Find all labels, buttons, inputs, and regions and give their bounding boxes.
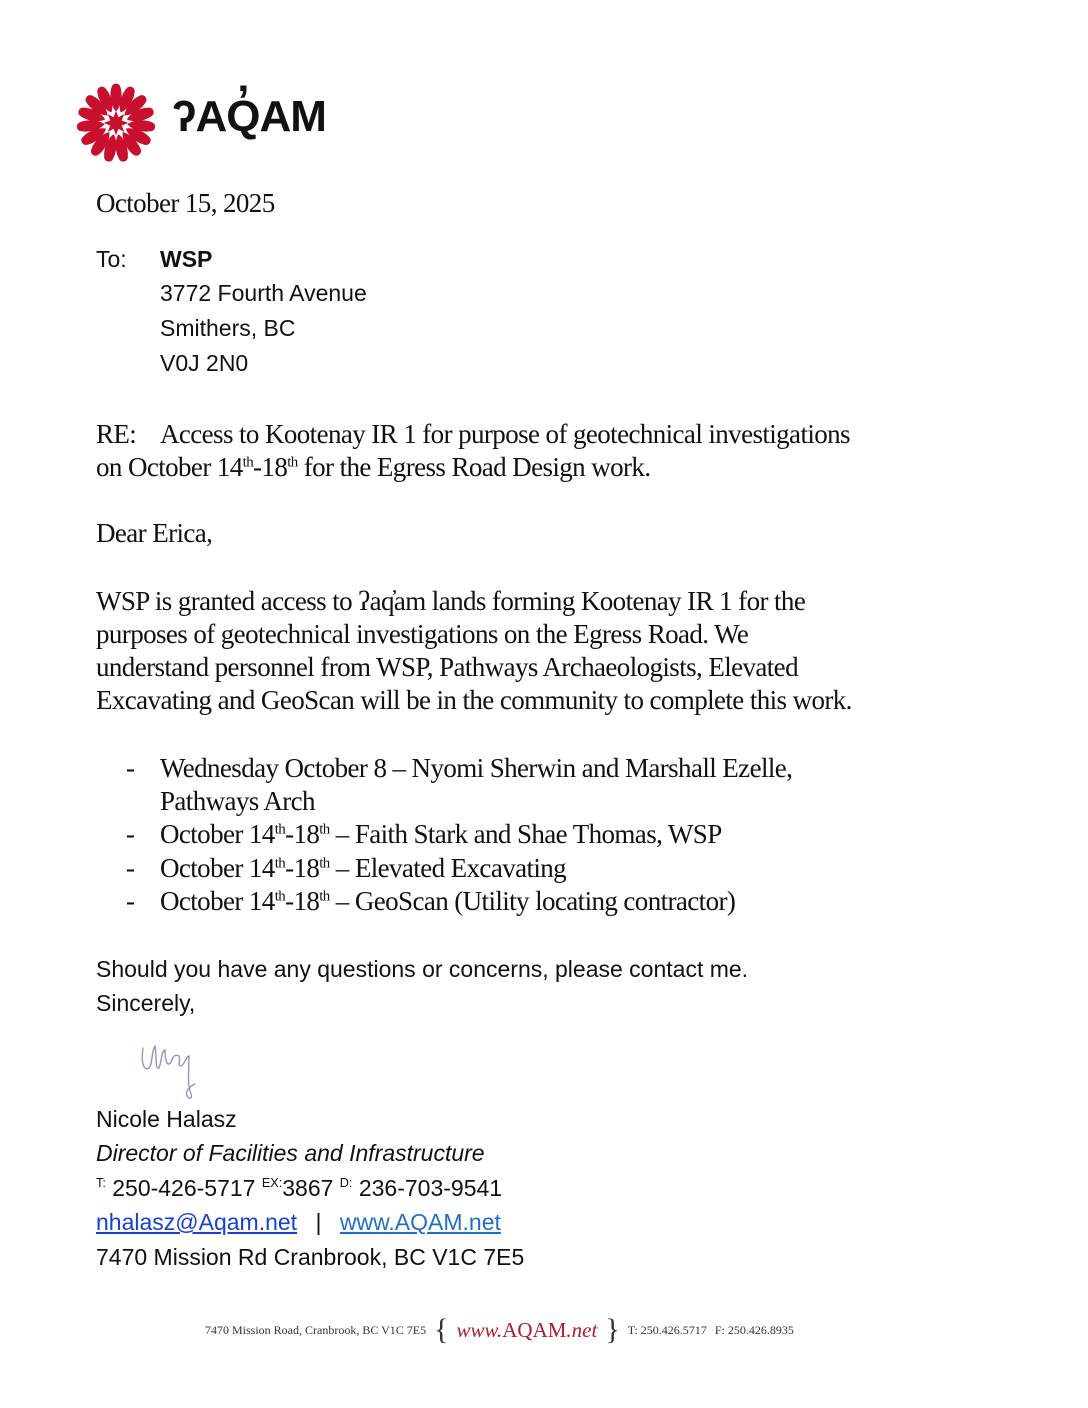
- handwritten-signature-icon: [135, 1040, 205, 1105]
- schedule-bullet: -: [126, 753, 135, 783]
- letter-date: October 15, 2025: [96, 188, 275, 218]
- closing-sign-off: Sincerely,: [96, 990, 196, 1016]
- letterhead-footer: [205, 1313, 794, 1347]
- ext-label: EX:: [261, 1176, 283, 1191]
- signer-phone-line: [96, 1175, 502, 1202]
- flower-icon: [75, 82, 157, 164]
- signer-address: 7470 Mission Rd Cranbrook, BC V1C 7E5: [96, 1244, 525, 1270]
- recipient-address-line2: Smithers, BC: [160, 315, 296, 341]
- schedule-item: October 14th-18th – GeoScan (Utility locating contractor): [160, 886, 736, 916]
- schedule-item: October 14th-18th – Faith Stark and Shae Thomas, WSP: [160, 819, 722, 849]
- signer-title: Director of Facilities and Infrastructure: [96, 1140, 485, 1166]
- body-line: purposes of geotechnical investigations on the Egress Road. We: [96, 619, 749, 649]
- schedule-item: October 14th-18th – Elevated Excavating: [160, 853, 567, 883]
- subject-label: RE:: [96, 419, 137, 449]
- schedule-bullet: -: [126, 853, 135, 883]
- phone-number: 250-426-5717: [112, 1175, 256, 1201]
- subject-line1: Access to Kootenay IR 1 for purpose of geotechnical investigations: [160, 419, 850, 449]
- footer-fax: F: 250.426.8935: [714, 1322, 794, 1337]
- body-line: WSP is granted access to ʔaq̓am lands forming Kootenay IR 1 for the: [96, 586, 806, 616]
- schedule-bullet: -: [126, 819, 135, 849]
- direct-number: 236-703-9541: [358, 1175, 503, 1201]
- to-label: To:: [96, 246, 127, 272]
- body-line: Excavating and GeoScan will be in the community to complete this work.: [96, 685, 852, 715]
- website-link[interactable]: www.AQAM.net: [339, 1209, 501, 1235]
- schedule-item: Wednesday October 8 – Nyomi Sherwin and Marshall Ezelle,: [160, 753, 793, 783]
- direct-label: D:: [339, 1176, 353, 1191]
- phone-label: T:: [96, 1176, 106, 1191]
- email-link[interactable]: nhalasz@Aqam.net: [96, 1209, 298, 1235]
- footer-brace-open: {: [434, 1313, 449, 1346]
- recipient-postal-code: V0J 2N0: [160, 350, 249, 376]
- footer-phone: T: 250.426.5717: [627, 1322, 707, 1337]
- recipient-name: WSP: [160, 246, 213, 272]
- link-separator: |: [315, 1209, 322, 1235]
- ext-number: 3867: [282, 1175, 334, 1201]
- schedule-item-continuation: Pathways Arch: [160, 786, 315, 816]
- signer-contact-links: [96, 1209, 501, 1236]
- brand-wordmark: ʔAQ̓AM: [172, 92, 326, 141]
- schedule-bullet: -: [126, 886, 135, 916]
- footer-website: www.AQAM.net: [456, 1317, 598, 1342]
- subject-line2: on October 14th-18th for the Egress Road Design work.: [96, 452, 651, 482]
- signer-name: Nicole Halasz: [96, 1106, 237, 1132]
- closing-questions: Should you have any questions or concerns, please contact me.: [96, 956, 749, 982]
- recipient-address-line1: 3772 Fourth Avenue: [160, 280, 367, 306]
- body-line: understand personnel from WSP, Pathways Archaeologists, Elevated: [96, 652, 798, 682]
- footer-brace-close: }: [605, 1313, 620, 1346]
- salutation: Dear Erica,: [96, 518, 213, 548]
- footer-address: 7470 Mission Road, Cranbrook, BC V1C 7E5: [205, 1322, 427, 1337]
